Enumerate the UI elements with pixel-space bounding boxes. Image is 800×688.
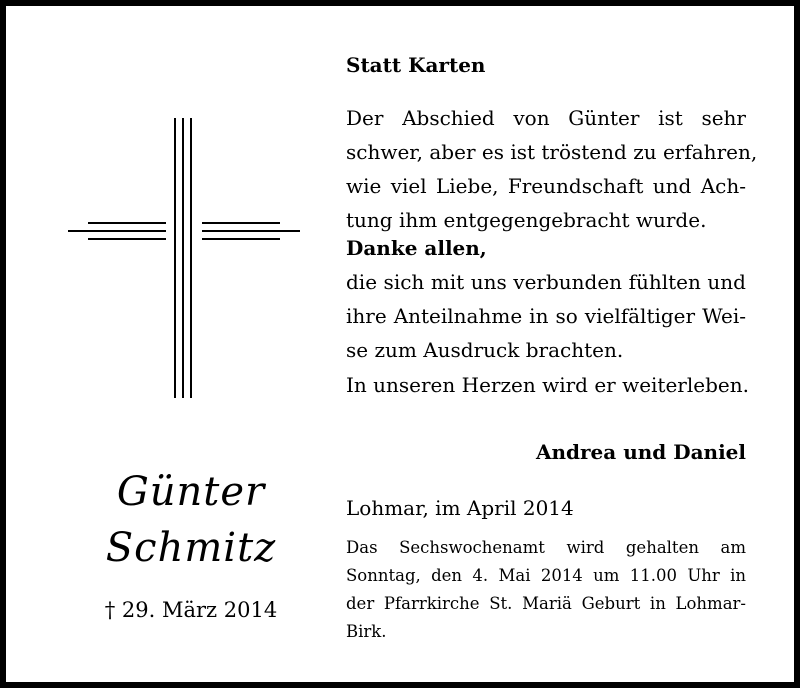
deceased-first-name: Günter <box>116 469 266 515</box>
signature: Andrea und Daniel <box>535 440 746 464</box>
left-column <box>6 6 326 682</box>
paragraph-2-line: se zum Ausdruck brachten. <box>346 338 624 362</box>
paragraph-1-line: wie viel Liebe, Freundschaft und Ach- <box>346 174 746 198</box>
paragraph-1-line: Der Abschied von Günter ist sehr <box>346 106 746 130</box>
notice-line: Sonntag, den 4. Mai 2014 um 11.00 Uhr in <box>346 566 746 585</box>
notice-line: Birk. <box>346 622 387 641</box>
message-paragraph-1 <box>346 101 758 237</box>
message-heading: Statt Karten <box>346 53 486 77</box>
notice-line: Das Sechswochenamt wird gehalten am <box>346 538 746 557</box>
paragraph-2-line: ihre Anteilnahme in so vielfältiger Wei- <box>346 304 746 328</box>
mass-notice <box>346 534 746 646</box>
closing-text: In unseren Herzen wird er weiterleben. <box>346 373 749 397</box>
paragraph-1-line: schwer, aber es ist tröstend zu erfahren, <box>346 140 758 164</box>
paragraph-2-line: die sich mit uns verbunden fühlten und <box>346 270 746 294</box>
notice-line: der Pfarrkirche St. Mariä Geburt in Lohmar- <box>346 594 746 613</box>
thanks-heading: Danke allen, <box>346 236 487 260</box>
death-date: † 29. März 2014 <box>104 598 278 622</box>
place-date: Lohmar, im April 2014 <box>346 496 574 520</box>
closing-line <box>346 368 749 402</box>
deceased-last-name: Schmitz <box>105 525 277 571</box>
paragraph-1-line: tung ihm entgegengebracht wurde. <box>346 208 707 232</box>
message-paragraph-2 <box>346 265 746 367</box>
cross-icon <box>68 118 300 398</box>
